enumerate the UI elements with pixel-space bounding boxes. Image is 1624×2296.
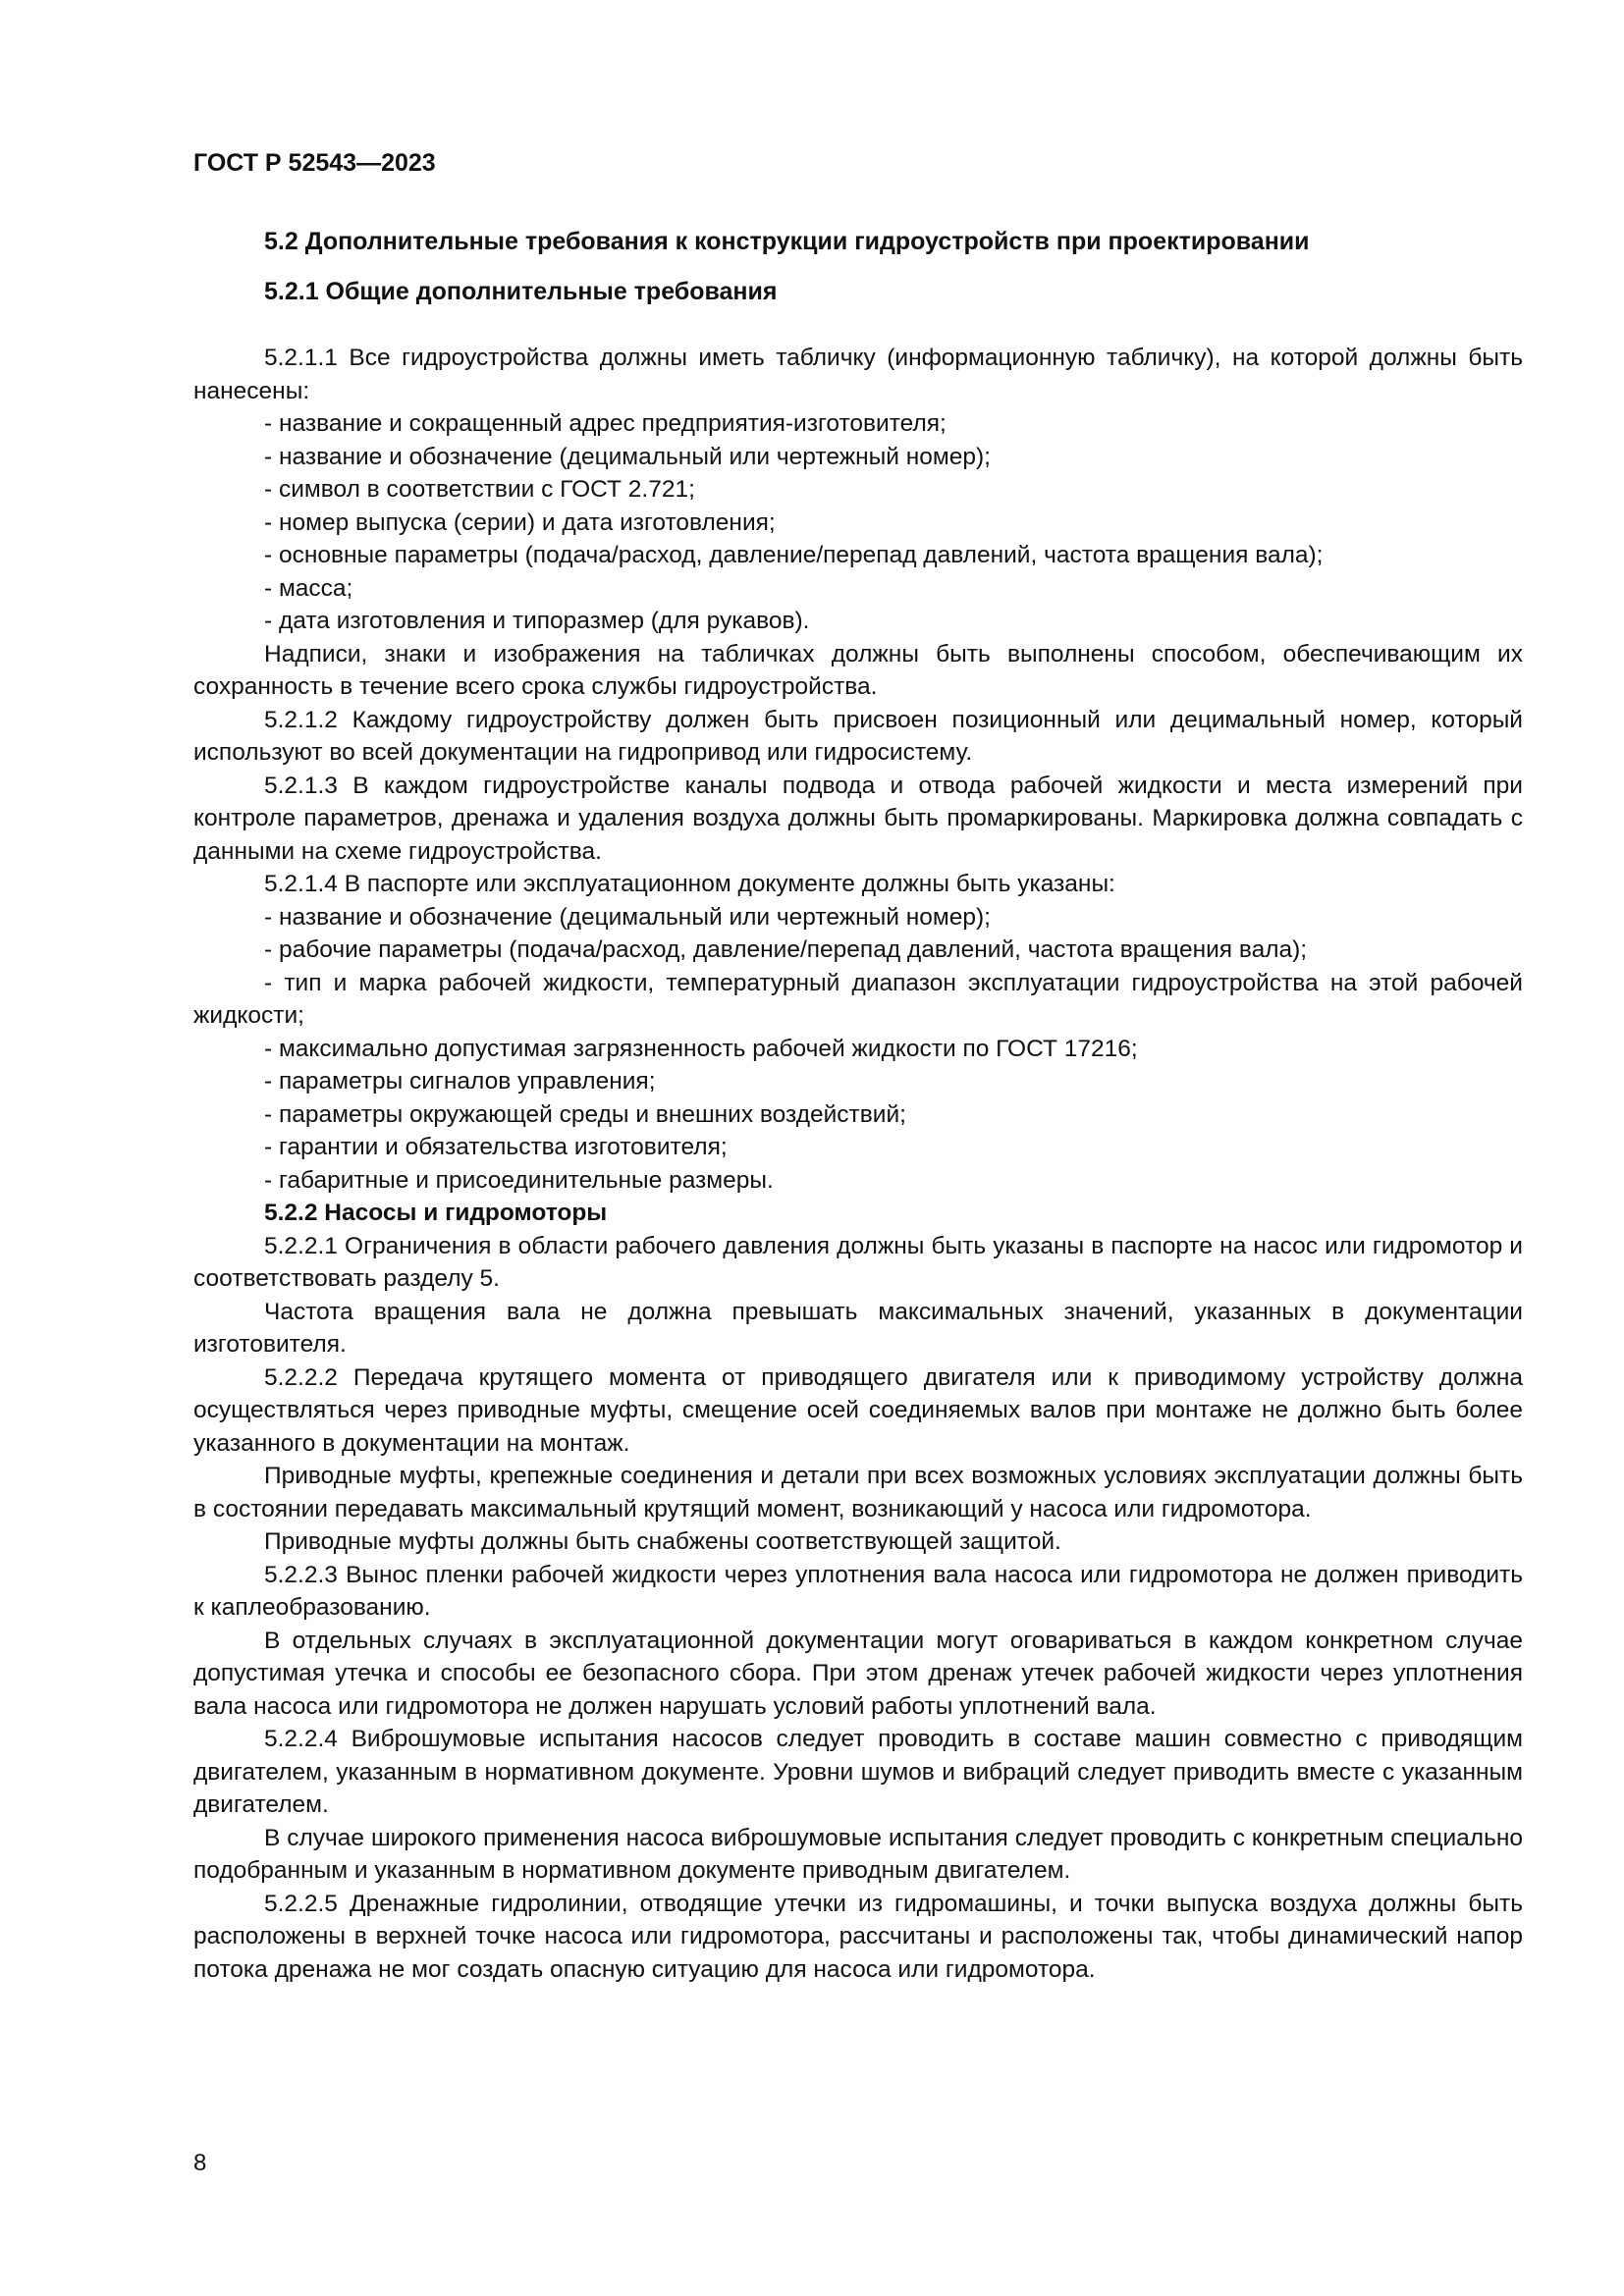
paragraph: Частота вращения вала не должна превышать максимальных значений, указанных в документации изготовителя. bbox=[193, 1298, 1523, 1358]
list-item: - тип и марка рабочей жидкости, температурный диапазон эксплуатации гидроустройства на этой рабочей жидкости; bbox=[193, 969, 1523, 1029]
paragraph-5-2-2-1: 5.2.2.1 Ограничения в области рабочего давления должны быть указаны в паспорте на насос или гидромотор и соответствовать разделу 5. bbox=[193, 1232, 1523, 1292]
paragraph: Приводные муфты должны быть снабжены соответствующей защитой. bbox=[264, 1528, 1061, 1555]
list-item: - масса; bbox=[264, 574, 353, 602]
list-item: - гарантии и обязательства изготовителя; bbox=[264, 1134, 728, 1160]
paragraph: В случае широкого применения насоса виброшумовые испытания следует проводить с конкретным специально подобранным и указанным в нормативном документе приводным двигателем. bbox=[193, 1824, 1523, 1884]
paragraph-5-2-1-2: 5.2.1.2 Каждому гидроустройству должен быть присвоен позиционный или децимальный номер, который используют во всей документации на гидропривод или гидросистему. bbox=[193, 706, 1523, 766]
paragraph-5-2-2-3: 5.2.2.3 Вынос пленки рабочей жидкости через уплотнения вала насоса или гидромотора не должен приводить к каплеобразованию. bbox=[193, 1561, 1523, 1621]
list-item: - параметры окружающей среды и внешних воздействий; bbox=[264, 1100, 906, 1128]
list-item: - номер выпуска (серии) и дата изготовления; bbox=[264, 508, 776, 536]
paragraph-5-2-1-4: 5.2.1.4 В паспорте или эксплуатационном документе должны быть указаны: bbox=[264, 871, 1115, 897]
paragraph-5-2-2-2: 5.2.2.2 Передача крутящего момента от приводящего двигателя или к приводимому устройству должна осуществляться через приводные муфты, смещение осей соединяемых валов при монтаже не должно быть более указанного в документации на монтаж. bbox=[193, 1363, 1523, 1457]
list-item: - габаритные и присоединительные размеры. bbox=[264, 1166, 774, 1194]
list-item: - название и обозначение (децимальный или чертежный номер); bbox=[264, 903, 991, 931]
section-heading-5-2: 5.2 Дополнительные требования к конструкции гидроустройств при проектировании bbox=[264, 228, 1310, 255]
paragraph: В отдельных случаях в эксплуатационной документации могут оговариваться в каждом конкретном случае допустимая утечка и способы ее безопасного сбора. При этом дренаж утечек рабочей жидкости через уплотнения вала насоса или гидромотора не должен нарушать условий работы уплотнений вала. bbox=[193, 1627, 1523, 1720]
document-body bbox=[193, 342, 1523, 1986]
list-item: - основные параметры (подача/расход, давление/перепад давлений, частота вращения вала); bbox=[264, 542, 1324, 568]
list-item: - название и обозначение (децимальный или чертежный номер); bbox=[264, 443, 991, 470]
subsection-heading-5-2-2: 5.2.2 Насосы и гидромоторы bbox=[264, 1200, 608, 1226]
list-item: - параметры сигналов управления; bbox=[264, 1068, 656, 1095]
list-item: - рабочие параметры (подача/расход, давление/перепад давлений, частота вращения вала); bbox=[264, 936, 1308, 963]
list-item: - максимально допустимая загрязненность рабочей жидкости по ГОСТ 17216; bbox=[264, 1035, 1138, 1062]
page-number: 8 bbox=[193, 2150, 207, 2176]
paragraph-5-2-2-5: 5.2.2.5 Дренажные гидролинии, отводящие утечки из гидромашины, и точки выпуска воздуха должны быть расположены в верхней точке насоса или гидромотора, рассчитаны и расположены так, чтобы динамический напор потока дренажа не мог создать опасную ситуацию для насоса или гидромотора. bbox=[193, 1890, 1523, 1983]
list-item: - дата изготовления и типоразмер (для рукавов). bbox=[264, 608, 810, 634]
paragraph: Приводные муфты, крепежные соединения и детали при всех возможных условиях эксплуатации должны быть в состоянии передавать максимальный крутящий момент, возникающий у насоса или гидромотора. bbox=[193, 1463, 1523, 1522]
paragraph-plate-note: Надписи, знаки и изображения на табличках должны быть выполнены способом, обеспечивающим их сохранность в течение всего срока службы гидроустройства. bbox=[193, 640, 1523, 700]
paragraph-5-2-1-3: 5.2.1.3 В каждом гидроустройстве каналы подвода и отвода рабочей жидкости и места измерений при контроле параметров, дренажа и удаления воздуха должны быть промаркированы. Маркировка должна совпадать с данными на схеме гидроустройства. bbox=[193, 772, 1523, 865]
list-item: - символ в соответствии с ГОСТ 2.721; bbox=[264, 476, 695, 503]
list-item: - название и сокращенный адрес предприятия-изготовителя; bbox=[264, 410, 947, 437]
paragraph-5-2-2-4: 5.2.2.4 Виброшумовые испытания насосов следует проводить в составе машин совместно с приводящим двигателем, указанным в нормативном документе. Уровни шумов и вибраций следует приводить вместе с указанным двигателем. bbox=[193, 1726, 1523, 1818]
document-header: ГОСТ Р 52543—2023 bbox=[193, 149, 436, 177]
paragraph-5-2-1-1: 5.2.1.1 Все гидроустройства должны иметь табличку (информационную табличку), на которой должны быть нанесены: bbox=[193, 345, 1523, 404]
subsection-heading-5-2-1: 5.2.1 Общие дополнительные требования bbox=[264, 278, 778, 305]
